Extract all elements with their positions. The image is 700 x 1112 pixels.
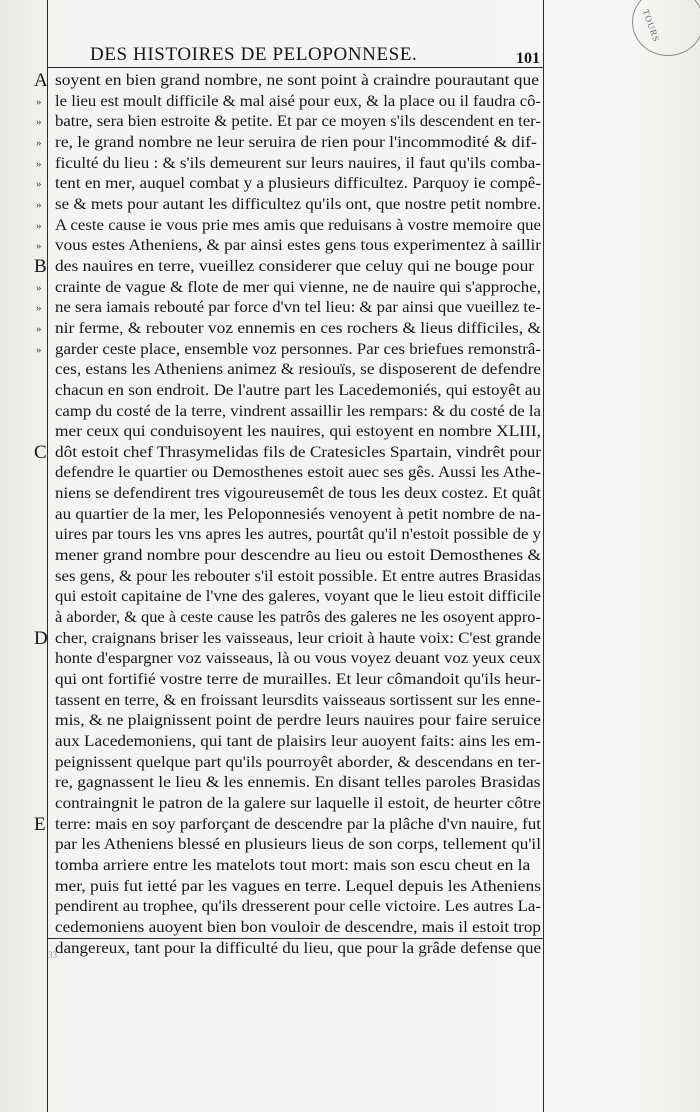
margin-quote-mark: » (36, 343, 42, 356)
text-line (55, 897, 543, 918)
text-line (34, 441, 543, 464)
left-margin-rule (47, 0, 48, 1112)
margin-section-letter: B (34, 255, 47, 277)
line-text: ses gens, & pour les rebouter s'il estoit possible. Et entre autres Brasidas (55, 567, 541, 585)
text-line (55, 794, 543, 815)
text-line (36, 174, 543, 195)
line-text: A ceste cause ie vous prie mes amis que reduisans à vostre memoire que (55, 216, 541, 234)
text-line (36, 133, 543, 154)
line-text: vous estes Atheniens, & par ainsi estes gens tous experimentez à saillir (55, 237, 541, 255)
text-line (55, 484, 543, 505)
library-stamp (632, 0, 700, 56)
text-line (55, 525, 543, 546)
margin-quote-mark: » (36, 178, 42, 191)
text-line (34, 255, 543, 278)
text-line (55, 381, 543, 402)
line-text: peignissent quelque part qu'ils pourroyêt aborder, & descendans en ter- (55, 753, 541, 771)
line-text: terre: mais en soy parforçant de descendre par la plâche d'vn nauire, fut (55, 815, 541, 833)
margin-quote-mark: » (36, 116, 42, 129)
margin-quote-mark: » (36, 95, 42, 108)
text-line (34, 627, 543, 650)
line-text: mener grand nombre pour descendre au lieu ou estoit Demosthenes & (55, 547, 541, 565)
text-line (36, 154, 543, 175)
right-margin-rule (543, 0, 544, 1112)
margin-quote-mark: » (36, 157, 42, 170)
line-text: ces, estans les Atheniens animez & resiouïs, se disposerent de defendre (55, 361, 541, 379)
page-number: 101 (516, 50, 540, 67)
line-text: defendre le quartier ou Demosthenes estoit auec ses gês. Aussi les Athe- (55, 464, 541, 482)
line-text: tomba arriere entre les matelots tout mort: mais son escu cheut en la (55, 856, 531, 874)
text-line (36, 278, 543, 299)
margin-quote-mark: » (36, 240, 42, 253)
margin-quote-mark: » (36, 281, 42, 294)
running-title: DES HISTOIRES DE PELOPONNESE. (90, 44, 418, 65)
text-line (55, 918, 543, 939)
line-text: à aborder, & que à ceste cause les patrôs des galeres ne les osoyent appro- (55, 609, 541, 627)
line-text: tent en mer, auquel combat y a plusieurs difficultez. Parquoy ie compê- (55, 175, 541, 193)
text-line (55, 546, 543, 567)
line-text: mer ceux qui conduisoyent les nauires, qui estoyent en nombre XLIII, (55, 423, 541, 441)
text-line (36, 195, 543, 216)
line-text: chacun en son endroit. De l'autre part les Lacedemoniés, qui estoyêt au (55, 381, 541, 399)
line-text: dôt estoit chef Thrasymelidas fils de Cratesicles Spartain, vindrêt pour (55, 443, 541, 461)
library-stamp-text: TOURS (640, 8, 662, 44)
text-line (55, 422, 543, 443)
line-text: pendirent au trophee, qu'ils dresserent pour celle victoire. Les autres La- (55, 898, 541, 916)
line-text: garder ceste place, ensemble voz personnes. Par ces briefues remonstrâ- (55, 340, 541, 358)
text-line (55, 463, 543, 484)
text-line (55, 939, 543, 960)
line-text: soyent en bien grand nombre, ne sont point à craindre pourautant que (55, 72, 540, 89)
line-text: au quartier de la mer, les Peloponnesiés venoyent à petit nombre de na- (55, 505, 541, 523)
text-line (55, 773, 543, 794)
line-text: batre, sera bien estroite & petite. Et par ce moyen s'ils descendent en ter- (55, 113, 541, 131)
text-line (55, 835, 543, 856)
text-line (36, 340, 543, 361)
text-line (55, 360, 543, 381)
line-text: qui estoit capitaine de l'vne des galeres, voyant que le lieu estoit difficile (55, 588, 541, 606)
line-text: re, gagnassent le lieu & les ennemis. En disant telles paroles Brasidas (55, 774, 541, 792)
text-line (55, 732, 543, 753)
text-line (55, 567, 543, 588)
line-text: par les Atheniens blessé en plusieurs lieus de son corps, tellement qu'il (55, 836, 541, 854)
text-line (36, 236, 543, 257)
text-line (36, 112, 543, 133)
text-line (55, 877, 543, 898)
line-text: cedemoniens auoyent bien bon vouloir de descendre, mais il estoit trop (55, 918, 541, 936)
text-line (55, 711, 543, 732)
line-text: cher, craignans briser les vaisseaus, leur crioit à haute voix: C'est grande (55, 629, 541, 647)
line-text: ficulté du lieu : & s'ils demeurent sur leurs nauires, il faut qu'ils comba- (55, 154, 541, 172)
text-line (36, 92, 543, 113)
header-rule (47, 67, 544, 68)
margin-section-letter: A (34, 70, 48, 91)
margin-quote-mark: » (36, 322, 42, 335)
margin-quote-mark: » (36, 302, 42, 315)
text-line (55, 505, 543, 526)
text-line (34, 70, 543, 92)
line-text: mer, puis fut ietté par les vagues en terre. Lequel depuis les Atheniens (55, 877, 541, 895)
line-text: honte d'espargner voz vaisseaus, là ou vous voyez deuant voz yeux ceux (55, 650, 541, 668)
text-line (34, 813, 543, 836)
margin-quote-mark: » (36, 198, 42, 211)
line-text: le lieu est moult difficile & mal aisé pour eux, & la place ou il faudra cô- (55, 92, 541, 110)
line-text: niens se defendirent tres vigoureusemêt de tous les deux costez. Et quât (55, 485, 541, 503)
line-text: dangereux, tant pour la difficulté du lieu, que pour la grâde defense que (55, 939, 541, 957)
text-line (36, 216, 543, 237)
line-text: uires par tours les vns apres les autres, pourtât qu'il n'estoit possible de y (55, 526, 541, 544)
text-line (55, 402, 543, 423)
line-text: re, le grand nombre ne leur seruira de rien pour l'incommodité & dif- (55, 133, 537, 151)
line-text: qui ont fortifié vostre terre de murailles. Et leur cômandoit qu'ils heur- (55, 671, 541, 689)
line-text: des nauires en terre, vueillez considerer que celuy qui ne bouge pour (55, 257, 535, 275)
line-text: contraingnit le patron de la galere sur laquelle il estoit, de heurter côtre (55, 794, 541, 812)
faded-mark: 33 (48, 950, 57, 960)
line-text: camp du costé de la terre, vindrent assaillir les rempars: & du costé de la (55, 402, 541, 420)
text-line (36, 298, 543, 319)
margin-section-letter: C (34, 441, 47, 463)
line-text: se & mets pour autant les difficultez qu'ils ont, que nostre petit nombre. (55, 195, 541, 213)
line-text: tassent en terre, & en froissant leursdits vaisseaus sortissent sur les enne- (55, 691, 541, 709)
margin-quote-mark: » (36, 136, 42, 149)
text-line (55, 670, 543, 691)
margin-section-letter: D (34, 627, 48, 649)
text-line (55, 753, 543, 774)
line-text: crainte de vague & flote de mer qui vienne, ne de nauire qui s'approche, (55, 278, 541, 296)
text-line (55, 856, 543, 877)
line-text: aux Lacedemoniens, qui tant de plaisirs leur auoyent faits: ains les em- (55, 733, 541, 750)
text-line (36, 319, 543, 340)
margin-quote-mark: » (36, 219, 42, 232)
text-line (55, 608, 543, 629)
margin-section-letter: E (34, 813, 46, 835)
line-text: mis, & ne plaignissent point de perdre leurs nauires pour faire seruice (55, 712, 541, 730)
text-line (55, 587, 543, 608)
line-text: nir ferme, & rebouter voz ennemis en ces rochers & lieus difficiles, & (55, 319, 541, 337)
line-text: ne sera iamais rebouté par force d'vn tel lieu: & par ainsi que vueillez te- (55, 299, 541, 317)
text-line (55, 691, 543, 712)
text-line (55, 649, 543, 670)
